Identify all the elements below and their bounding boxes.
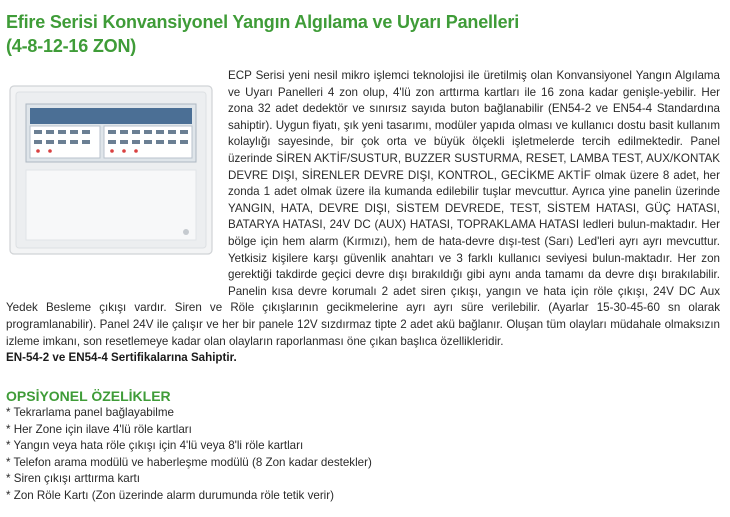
options-title: OPSİYONEL ÖZELİKLER — [6, 388, 171, 404]
options-list — [6, 405, 372, 505]
list-item: * Her Zone için ilave 4'lü röle kartları — [6, 422, 192, 436]
certification: EN-54-2 ve EN54-4 Sertifikalarına Sahiptir. — [6, 351, 237, 365]
fire-panel-image — [6, 82, 216, 260]
list-item: * Telefon arama modülü ve haberleşme modülü (8 Zon kadar destekler) — [6, 455, 372, 469]
title-line-1: Efire Serisi Konvansiyonel Yangın Algılama ve Uyarı Panelleri — [6, 12, 520, 32]
description: ECP Serisi yeni nesil mikro işlemci teknolojisi ile üretilmiş olan Konvansiyonel Yangın Algılama ve Uyarı Panelleri 4 zon olup, 4'lü zon arttırma kartları ile 16 zona kadar genişle-yebilir. Her zona 32 adet dedektör ve sınırsız sayıda buton bağlanabilir (EN54-2 ve EN54-4 Standardına sahiptir). Uygun fiyatı, şık yeni tasarımı, modüler yapıda olması ve kullanıcı dostu basit kullanım kolaylığı sayesinde, bir çok orta ve büyük ölçekli işletmelerde tercih edilmektedir. Panel üzerinde SİREN AKTİF/SUSTUR, BUZZER SUSTURMA, RESET, LAMBA TEST, AUX/KONTAK DEVRE DIŞI, SİRENLER DEVRE DIŞI, KONTROL, GECİKME AKTİF olmak üzere 8 adet, her zonda 1 adet olmak üzere ila kumanda edilebilir tuşlar mevcuttur. Ayrıca yine panelin üzerinde YANGIN, HATA, DEVRE DIŞI, SİSTEM DEVREDE, TEST, SİSTEM HATASI, GÜÇ HATASI, BATARYA HATASI, 24V DC (AUX) HATASI, TOPRAKLAMA HATASI ledleri bulun-maktadır. Her bölge için hem alarm (Kırmızı), hem de hata-devre dışı-test (Sarı) Led'leri ayrı ayrı mevcuttur. Yetkisiz kişilere karşı güvenlik anahtarı ve 3 farklı kullanıcı seviyesi bulun-maktadır. Her zon gerektiği takdirde geçici devre dışı bırakıldığı gibi aynı anda tamamı da devre dışı bırakılabilir. Panelin kısa devre korumalı 2 adet siren çıkışı, yangın ve hata için röle çıkışı, 24V DC Aux Yedek Besleme çıkışı vardır. Siren ve Röle çıkışlarının gecikmelerine ayrı ayrı süre verilebilir. (Ayarlar 15-30-45-60 sn olarak programlanabilir). Panel 24V ile çalışır ve her bir panele 12V sızdırmaz tipte 2 adet akü bağlanır. Oluşan tüm olayları müdahale olmaksızın izleme imkanı, son resetlemeye kadar olan olayların raporlanması öne çıkan başlıca özellikleridir. — [6, 69, 720, 348]
list-item: * Tekrarlama panel bağlayabilme — [6, 406, 174, 419]
list-item: * Yangın veya hata röle çıkışı için 4'lü veya 8'li röle kartları — [6, 439, 304, 453]
title-line-2: (4-8-12-16 ZON) — [6, 36, 137, 56]
list-item: * Zon Röle Kartı (Zon üzerinde alarm durumunda röle tetik verir) — [6, 488, 334, 502]
list-item: * Siren çıkışı arttırma kartı — [6, 472, 141, 486]
page-title — [6, 10, 519, 58]
